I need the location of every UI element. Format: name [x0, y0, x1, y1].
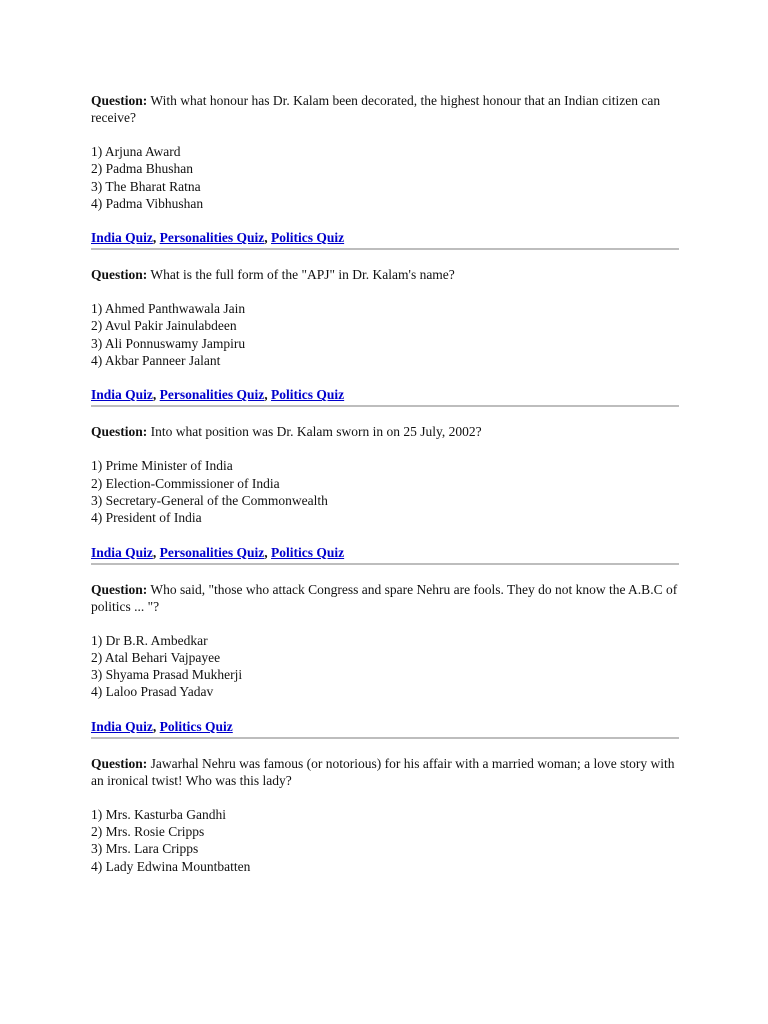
tag-link-india-quiz[interactable]: India Quiz [91, 387, 153, 403]
option: 1) Arjuna Award [91, 144, 181, 159]
question-text [91, 755, 679, 789]
tag-separator: , [152, 718, 160, 734]
quiz-item [91, 755, 679, 875]
question-body: Who said, "those who attack Congress and spare Nehru are fools. They do not know the A.B.C of politics ... "? [91, 581, 678, 614]
option-list [91, 806, 679, 875]
question-label: Question: [91, 93, 148, 108]
tag-separator: , [264, 387, 272, 403]
tag-link-politics-quiz[interactable]: Politics Quiz [159, 718, 233, 734]
tag-link-politics-quiz[interactable]: Politics Quiz [271, 387, 345, 403]
question-label: Question: [91, 424, 148, 440]
option: 4) Akbar Panneer Jalant [91, 353, 221, 369]
option: 3) Ali Ponnuswamy Jampiru [91, 335, 246, 351]
tag-link-india-quiz[interactable]: India Quiz [91, 544, 153, 560]
option: 4) Lady Edwina Mountbatten [91, 858, 251, 874]
option: 2) Election-Commissioner of India [91, 475, 280, 491]
tag-link-india-quiz[interactable]: India Quiz [91, 230, 153, 246]
option: 1) Prime Minister of India [91, 458, 233, 474]
divider [91, 737, 679, 739]
tag-link-india-quiz[interactable]: India Quiz [91, 718, 153, 734]
question-body: What is the full form of the "APJ" in Dr. Kalam's name? [150, 267, 455, 283]
option-list [91, 143, 679, 212]
quiz-item [91, 92, 679, 250]
category-links [91, 386, 679, 403]
divider [91, 563, 679, 565]
option-list [91, 457, 679, 526]
option-list [91, 300, 679, 369]
quiz-item [91, 266, 679, 407]
option: 1) Mrs. Kasturba Gandhi [91, 806, 226, 822]
question-text [91, 581, 679, 615]
question-text [91, 266, 679, 283]
tag-link-politics-quiz[interactable]: Politics Quiz [271, 544, 345, 560]
option: 4) Laloo Prasad Yadav [91, 684, 214, 700]
quiz-item [91, 581, 679, 739]
question-label: Question: [91, 581, 148, 597]
option: 4) President of India [91, 510, 202, 526]
tag-link-personalities-quiz[interactable]: Personalities Quiz [159, 230, 265, 246]
category-links [91, 229, 679, 246]
question-body: With what honour has Dr. Kalam been decorated, the highest honour that an Indian citizen can receive? [91, 93, 661, 125]
question-text [91, 92, 679, 126]
option: 1) Ahmed Panthwawala Jain [91, 301, 246, 317]
category-links [91, 718, 679, 735]
quiz-item [91, 423, 679, 564]
divider [91, 248, 679, 250]
tag-link-personalities-quiz[interactable]: Personalities Quiz [159, 544, 265, 560]
tag-separator: , [264, 230, 272, 246]
option: 2) Atal Behari Vajpayee [91, 649, 221, 665]
question-text [91, 423, 679, 440]
question-body: Into what position was Dr. Kalam sworn in on 25 July, 2002? [150, 424, 482, 440]
category-links [91, 544, 679, 561]
question-label: Question: [91, 755, 148, 771]
quiz-page [91, 92, 679, 891]
option-list [91, 632, 679, 701]
tag-separator: , [264, 544, 272, 560]
option: 1) Dr B.R. Ambedkar [91, 632, 208, 648]
question-label: Question: [91, 267, 148, 283]
tag-link-politics-quiz[interactable]: Politics Quiz [271, 230, 345, 246]
option: 2) Avul Pakir Jainulabdeen [91, 318, 237, 334]
option: 3) Mrs. Lara Cripps [91, 841, 199, 857]
question-body: Jawarhal Nehru was famous (or notorious) for his affair with a married woman; a love story with an ironical twist! Who was this lady? [91, 755, 675, 788]
option: 2) Mrs. Rosie Cripps [91, 824, 205, 840]
option: 2) Padma Bhushan [91, 161, 193, 177]
option: 3) Shyama Prasad Mukherji [91, 667, 243, 683]
tag-separator: , [152, 230, 160, 246]
tag-separator: , [152, 387, 160, 403]
tag-separator: , [152, 544, 160, 560]
option: 3) Secretary-General of the Commonwealth [91, 492, 328, 508]
option: 4) Padma Vibhushan [91, 195, 204, 211]
option: 3) The Bharat Ratna [91, 178, 201, 194]
divider [91, 405, 679, 407]
tag-link-personalities-quiz[interactable]: Personalities Quiz [159, 387, 265, 403]
